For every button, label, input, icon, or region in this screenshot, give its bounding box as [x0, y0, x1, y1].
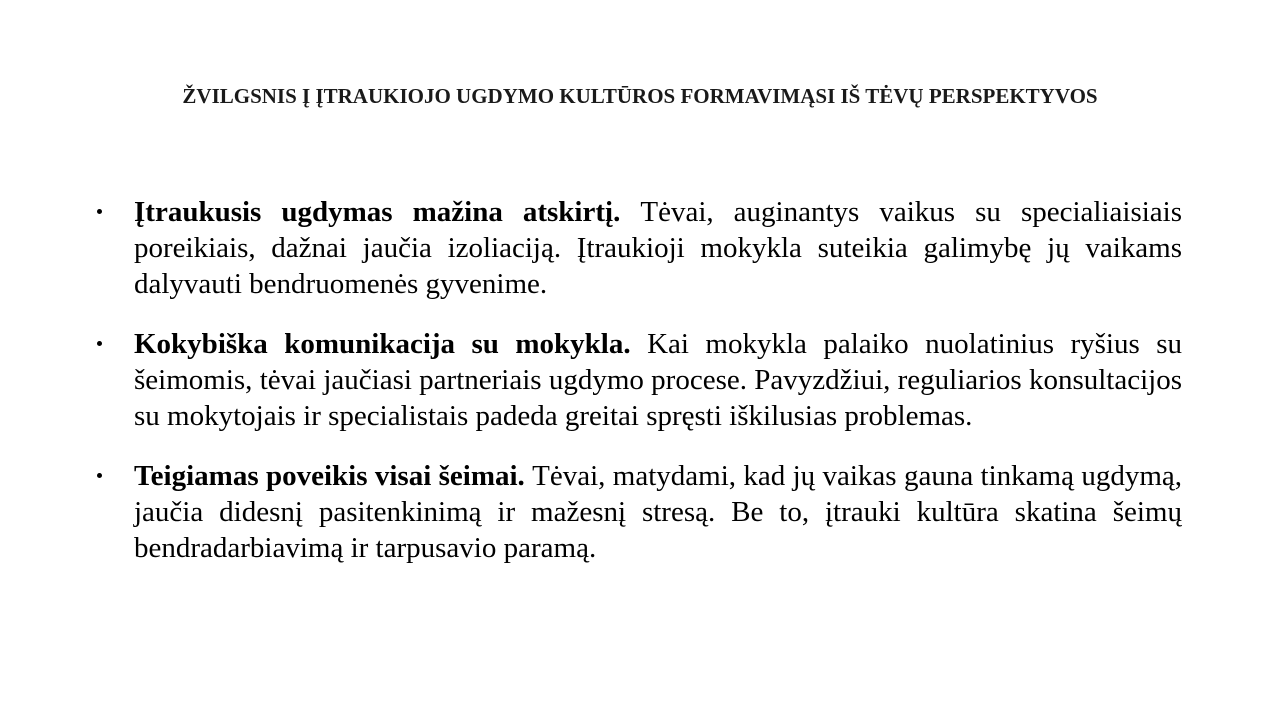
- bullet-list: [92, 194, 1182, 590]
- bullet-lead: Teigiamas poveikis visai šeimai.: [134, 460, 533, 492]
- bullet-lead: Kokybiška komunikacija su mokykla.: [134, 328, 648, 360]
- bullet-item: [92, 326, 1182, 434]
- bullet-item: [92, 194, 1182, 302]
- slide-title: ŽVILGSNIS Į ĮTRAUKIOJO UGDYMO KULTŪROS FORMAVIMĄSI IŠ TĖVŲ PERSPEKTYVOS: [182, 84, 1098, 108]
- bullet-dot-icon: [97, 473, 102, 478]
- bullet-dot-icon: [97, 341, 102, 346]
- bullet-item: [92, 458, 1182, 566]
- bullet-text: Tėvai, matydami, kad jų vaikas gauna tinkamą ugdymą, jaučia didesnį pasitenkinimą ir mažesnį stresą. Be to, įtrauki kultūra skatina šeimų bendradarbiavimą ir tarpusavio paramą.: [134, 460, 1182, 564]
- bullet-lead: Įtraukusis ugdymas mažina atskirtį.: [134, 196, 641, 228]
- bullet-dot-icon: [97, 209, 102, 214]
- bullet-text: Tėvai, auginantys vaikus su specialiaisiais poreikiais, dažnai jaučia izoliaciją. Įtraukioji mokykla suteikia galimybę jų vaikams dalyvauti bendruomenės gyvenime.: [134, 196, 1182, 300]
- bullet-text: Kai mokykla palaiko nuolatinius ryšius su šeimomis, tėvai jaučiasi partneriais ugdymo procese. Pavyzdžiui, reguliarios konsultacijos su mokytojais ir specialistais padeda greitai spręsti iškilusias problemas.: [134, 328, 1183, 432]
